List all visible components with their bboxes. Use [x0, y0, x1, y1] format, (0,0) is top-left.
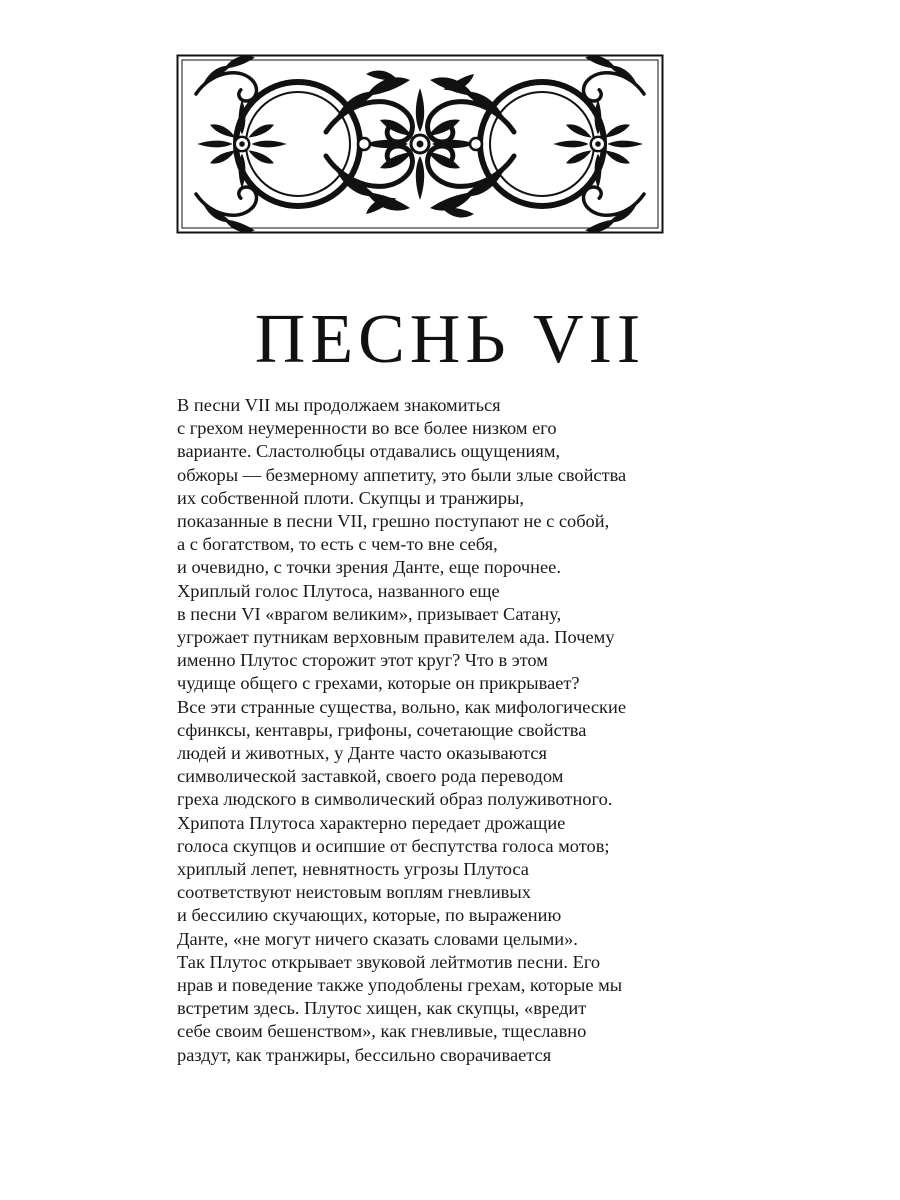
- body-text: [177, 394, 677, 1067]
- text-line: хриплый лепет, невнятность угрозы Плутоса: [177, 859, 529, 880]
- text-line: греха людского в символический образ полуживотного.: [177, 789, 613, 810]
- text-line: людей и животных, у Данте часто оказываются: [177, 743, 547, 764]
- text-line: Хрипота Плутоса характерно передает дрожащие: [177, 812, 566, 833]
- text-line: в песни VI «врагом великим», призывает Сатану,: [177, 603, 562, 624]
- text-line: Хриплый голос Плутоса, названного еще: [177, 580, 500, 601]
- text-line: и бессилию скучающих, которые, по выражению: [177, 905, 562, 926]
- text-line: В песни VII мы продолжаем знакомиться: [177, 395, 501, 415]
- text-line: символической заставкой, своего рода переводом: [177, 766, 564, 787]
- text-line: сфинксы, кентавры, грифоны, сочетающие свойства: [177, 719, 587, 740]
- text-line: чудище общего с грехами, которые он прикрывает?: [177, 673, 580, 694]
- text-line: нрав и поведение также уподоблены грехам, которые мы: [177, 975, 623, 996]
- text-line: и очевидно, с точки зрения Данте, еще порочнее.: [177, 557, 561, 578]
- decorative-ornament-frame: [176, 54, 664, 234]
- text-line: Так Плутос открывает звуковой лейтмотив песни. Его: [177, 951, 601, 972]
- text-line: обжоры — безмерному аппетиту, это были злые свойства: [177, 464, 627, 485]
- text-line: себе своим бешенством», как гневливые, тщеславно: [177, 1021, 587, 1042]
- text-line: показанные в песни VII, грешно поступают не с собой,: [177, 511, 610, 532]
- text-line: встретим здесь. Плутос хищен, как скупцы, «вредит: [177, 998, 587, 1019]
- text-line: именно Плутос сторожит этот круг? Что в этом: [177, 650, 548, 671]
- text-line: а с богатством, то есть с чем-то вне себя,: [177, 534, 498, 555]
- text-line: с грехом неумеренности во все более низком его: [177, 418, 557, 439]
- text-line: голоса скупцов и осипшие от беспутства голоса мотов;: [177, 835, 610, 856]
- text-line: соответствуют неистовым воплям гневливых: [177, 882, 531, 903]
- text-line: угрожает путникам верховным правителем ада. Почему: [177, 627, 615, 648]
- text-line: Все эти странные существа, вольно, как мифологические: [177, 696, 626, 717]
- text-line: раздут, как транжиры, бессильно сворачивается: [177, 1044, 552, 1065]
- floral-ornament-icon: [176, 54, 664, 234]
- text-line: варианте. Сластолюбцы отдавались ощущениям,: [177, 441, 561, 462]
- text-line: их собственной плоти. Скупцы и транжиры,: [177, 487, 525, 508]
- page-title: ПЕСНЬ VII: [254, 301, 646, 378]
- text-line: Данте, «не могут ничего сказать словами целыми».: [177, 928, 578, 949]
